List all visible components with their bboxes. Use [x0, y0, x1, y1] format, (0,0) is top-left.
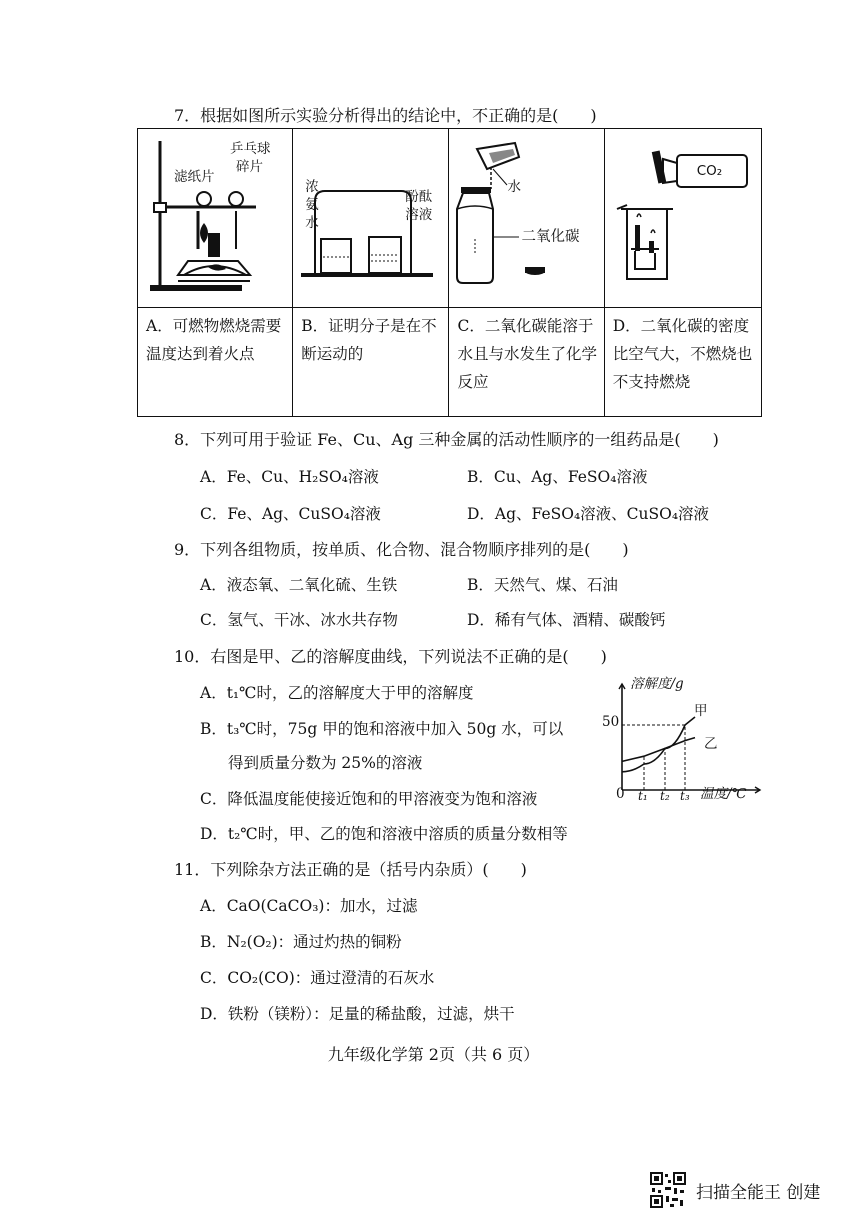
x-tick-t1: t₁	[638, 789, 648, 803]
scanner-watermark	[650, 1172, 820, 1208]
q8-option-c: C．Fe、Ag、CuSO₄溶液	[200, 505, 381, 523]
question-7-stem: 7．根据如图所示实验分析得出的结论中，不正确的是( )	[174, 106, 597, 125]
water-label: 水	[507, 179, 521, 195]
q10-option-c: C．降低温度能使接近饱和的甲溶液变为饱和溶液	[200, 790, 538, 808]
co2-bottle-figure	[449, 129, 604, 307]
q10-option-a: A．t₁℃时，乙的溶解度大于甲的溶解度	[200, 684, 474, 702]
q7-option-b: B．证明分子是在不断运动的	[293, 308, 449, 417]
co2-label: 二氧化碳	[521, 229, 580, 245]
phenolphthalein-label-1: 酚酞	[405, 189, 433, 205]
scanner-text: 扫描全能王 创建	[696, 1182, 821, 1203]
q7-option-c: C．二氧化碳能溶于水且与水发生了化学反应	[449, 308, 604, 417]
q11-option-d: D．铁粉（镁粉）：足量的稀盐酸，过滤，烘干	[200, 1005, 515, 1023]
figure-b	[293, 129, 449, 308]
x-tick-t3: t₃	[680, 789, 690, 803]
q7-option-d: D．二氧化碳的密度比空气大，不燃烧也不支持燃烧	[604, 308, 761, 417]
series-line-yi	[622, 738, 695, 762]
x-axis-label: 温度/℃	[700, 786, 747, 802]
x-tick-t2: t₂	[660, 789, 670, 803]
q8-option-d: D．Ag、FeSO₄溶液、CuSO₄溶液	[467, 505, 710, 523]
q10-option-d: D．t₂℃时，甲、乙的饱和溶液中溶质的质量分数相等	[200, 825, 568, 843]
pingpong-label-2: 碎片	[236, 159, 263, 175]
y-tick-50: 50	[602, 714, 620, 730]
filter-paper-label: 滤纸片	[174, 169, 215, 185]
q9-option-c: C．氢气、干冰、冰水共存物	[200, 611, 398, 629]
q9-option-d: D．稀有气体、酒精、碳酸钙	[467, 611, 666, 629]
q11-option-a: A．CaO(CaCO₃)：加水，过滤	[200, 897, 418, 915]
conc-ammonia-label-3: 水	[305, 215, 319, 231]
y-axis-label: 溶解度/g	[630, 676, 684, 692]
co2-bottle-label: CO₂	[696, 163, 723, 179]
q8-option-b: B．Cu、Ag、FeSO₄溶液	[467, 468, 648, 486]
q7-option-a: A．可燃物燃烧需要温度达到着火点	[138, 308, 293, 417]
question-10-stem: 10．右图是甲、乙的溶解度曲线，下列说法不正确的是( )	[174, 647, 607, 666]
q10-option-b-line1: B．t₃℃时，75g 甲的饱和溶液中加入 50g 水，可以	[200, 720, 564, 738]
solubility-chart	[600, 670, 770, 810]
conc-ammonia-label-2: 氨	[305, 197, 319, 213]
question-8-stem: 8．下列可用于验证 Fe、Cu、Ag 三种金属的活动性顺序的一组药品是( )	[174, 430, 719, 449]
phenolphthalein-label-2: 溶液	[405, 207, 433, 223]
figure-a	[138, 129, 293, 308]
conc-ammonia-label-1: 浓	[305, 179, 319, 195]
figure-d	[604, 129, 761, 308]
origin-label: 0	[616, 786, 625, 802]
q11-option-b: B．N₂(O₂)：通过灼热的铜粉	[200, 933, 402, 951]
q8-option-a: A．Fe、Cu、H₂SO₄溶液	[200, 468, 379, 486]
series-jia-label: 甲	[694, 703, 708, 719]
figure-c	[449, 129, 604, 308]
pingpong-label-1: 乒乓球	[230, 141, 271, 157]
page-footer: 九年级化学第 2页（共 6 页）	[327, 1045, 540, 1064]
q9-option-b: B．天然气、煤、石油	[467, 576, 618, 594]
co2-pour-figure	[605, 129, 762, 307]
question-9-stem: 9．下列各组物质，按单质、化合物、混合物顺序排列的是( )	[174, 540, 629, 559]
experiment-table	[137, 128, 762, 417]
q10-option-b-line2: 得到质量分数为 25%的溶液	[228, 754, 423, 772]
question-11-stem: 11．下列除杂方法正确的是（括号内杂质）( )	[174, 860, 527, 879]
q9-option-a: A．液态氧、二氧化硫、生铁	[200, 576, 398, 594]
qr-code-icon	[650, 1172, 686, 1208]
series-yi-label: 乙	[704, 736, 718, 752]
q11-option-c: C．CO₂(CO)：通过澄清的石灰水	[200, 969, 435, 987]
